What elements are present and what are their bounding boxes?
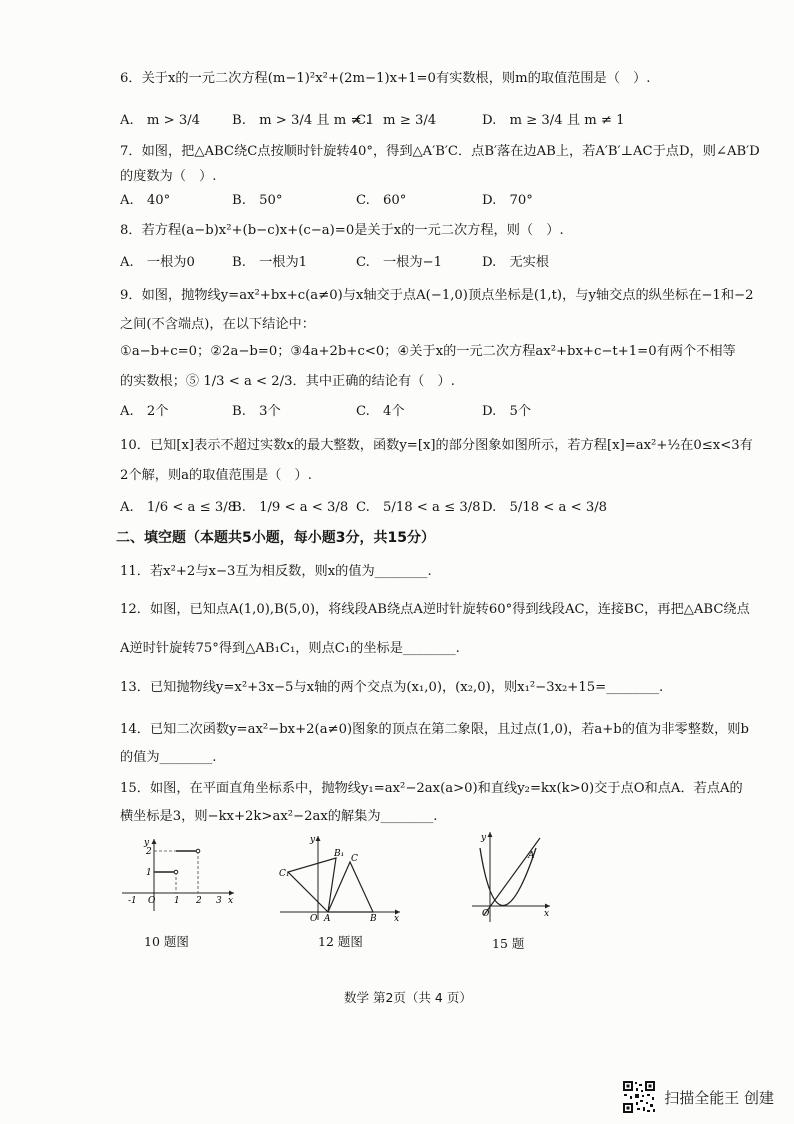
q9-option-c: C. 4个 [356,404,405,419]
figure-12 [278,832,406,922]
fig10-tick-y1: 1 [146,868,152,878]
q8-option-b: B. 一根为1 [232,255,308,270]
q6-stem: 6．关于x的一元二次方程(m−1)²x²+(2m−1)x+1=0有实数根，则m的取值范围是（ ）. [120,71,651,86]
fig15-origin-label: O [482,909,490,919]
fig10-x-label: x [228,896,234,906]
fig15-y-label: y [481,833,487,843]
section-heading-fill-blank: 二、填空题（本题共5小题，每小题3分，共15分） [116,530,435,546]
q7-option-b: B. 50° [232,193,283,208]
fig12-point-c: C [351,854,358,864]
q7-option-c: C. 60° [356,193,407,208]
q8-option-a: A. 一根为0 [120,255,195,270]
scanner-watermark [622,1080,774,1114]
fig15-x-label: x [544,909,550,919]
fig10-tick-y2: 2 [146,847,152,857]
figure-15 [468,828,554,926]
watermark-text: 扫描全能王 创建 [664,1088,774,1107]
q15-stem-line1: 15．如图，在平面直角坐标系中，抛物线y₁=ax²−2ax(a>0)和直线y₂=kx(k>0)交于点O和点A．若点A的 [120,781,743,796]
q15-stem-line2: 横坐标是3，则−kx+2k>ax²−2ax的解集为________. [120,809,438,824]
q11-stem: 11．若x²+2与x−3互为相反数，则x的值为________. [120,564,432,579]
q6-option-c: C. m ≥ 3/4 [356,113,437,128]
q7-stem-line1: 7．如图，把△ABC绕C点按顺时针旋转40°，得到△A′B′C．点B′落在边AB上，若A′B′⊥AC于点D，则∠AB′D [120,144,760,159]
q9-option-b: B. 3个 [232,404,281,419]
fig12-point-a: A [324,914,331,922]
fig10-tick-x1: 1 [174,896,180,906]
figure-10-caption: 10 题图 [144,934,189,949]
page-footer: 数学 第2页（共 4 页） [344,990,472,1005]
q8-option-d: D. 无实根 [482,255,550,270]
q10-option-a: A. 1/6 < a ≤ 3/8 [120,500,237,515]
fig12-point-b1: B₁ [334,849,345,859]
q8-stem: 8．若方程(a−b)x²+(b−c)x+(c−a)=0是关于x的一元二次方程，则（ ）. [120,223,564,238]
figure-12-caption: 12 题图 [318,934,363,949]
fig10-origin-label: O [148,896,156,906]
q10-option-d: D. 5/18 < a < 3/8 [482,500,608,515]
fig10-tick-x2: 2 [196,896,202,906]
fig12-origin-label: O [310,914,318,922]
fig15-point-a: A [528,851,535,861]
q9-stem-line3: ①a−b+c=0；②2a−b=0；③4a+2b+c<0；④关于x的一元二次方程ax²+bx+c−t+1=0有两个不相等 [120,344,736,359]
fig12-point-b: B [370,914,377,922]
q10-stem-line1: 10．已知[x]表示不超过实数x的最大整数，函数y=[x]的部分图象如图所示，若方程[x]=ax²+½在0≤x<3有 [120,438,753,453]
q6-option-a: A. m > 3/4 [120,113,201,128]
figure-15-caption: 15 题 [492,936,525,951]
q9-option-d: D. 5个 [482,404,532,419]
q9-stem-line4: 的实数根；⑤ 1/3 < a < 2/3．其中正确的结论有（ ）. [120,374,455,389]
q10-option-c: C. 5/18 < a ≤ 3/8 [356,500,481,515]
q9-stem-line1: 9．如图，抛物线y=ax²+bx+c(a≠0)与x轴交于点A(−1,0)顶点坐标是(1,t)，与y轴交点的纵坐标在−1和−2 [120,288,754,303]
q10-option-b: B. 1/9 < a < 3/8 [232,500,349,515]
fig12-point-c1: C₁ [279,869,290,879]
q7-option-d: D. 70° [482,193,533,208]
figure-10 [118,835,238,915]
q9-stem-line2: 之间(不含端点)，在以下结论中： [120,317,315,332]
fig10-tick-neg1: -1 [128,896,137,906]
q6-option-b: B. m > 3/4 且 m ≠ 1 [232,113,375,128]
q13-stem: 13．已知抛物线y=x²+3x−5与x轴的两个交点为(x₁,0)，(x₂,0)，则x₁²−3x₂+15=________. [120,680,664,695]
q12-stem-line1: 12．如图，已知点A(1,0),B(5,0)，将线段AB绕点A逆时针旋转60°得到线段AC，连接BC，再把△ABC绕点 [120,602,750,617]
fig12-x-label: x [394,914,400,922]
qr-code-icon [622,1080,656,1114]
fig10-tick-x3: 3 [216,896,222,906]
fig10-y-label: y [144,838,150,848]
q7-option-a: A. 40° [120,193,171,208]
q14-stem-line2: 的值为________. [120,750,217,765]
fig12-y-label: y [310,835,316,845]
q7-stem-line2: 的度数为（ ）. [120,169,217,184]
q6-option-d: D. m ≥ 3/4 且 m ≠ 1 [482,113,625,128]
q14-stem-line1: 14．已知二次函数y=ax²−bx+2(a≠0)图象的顶点在第二象限，且过点(1,0)，若a+b的值为非零整数，则b [120,722,749,737]
q12-stem-line2: A逆时针旋转75°得到△AB₁C₁，则点C₁的坐标是________. [120,641,460,656]
q9-option-a: A. 2个 [120,404,169,419]
q8-option-c: C. 一根为−1 [356,255,443,270]
q10-stem-line2: 2个解，则a的取值范围是（ ）. [120,468,312,483]
